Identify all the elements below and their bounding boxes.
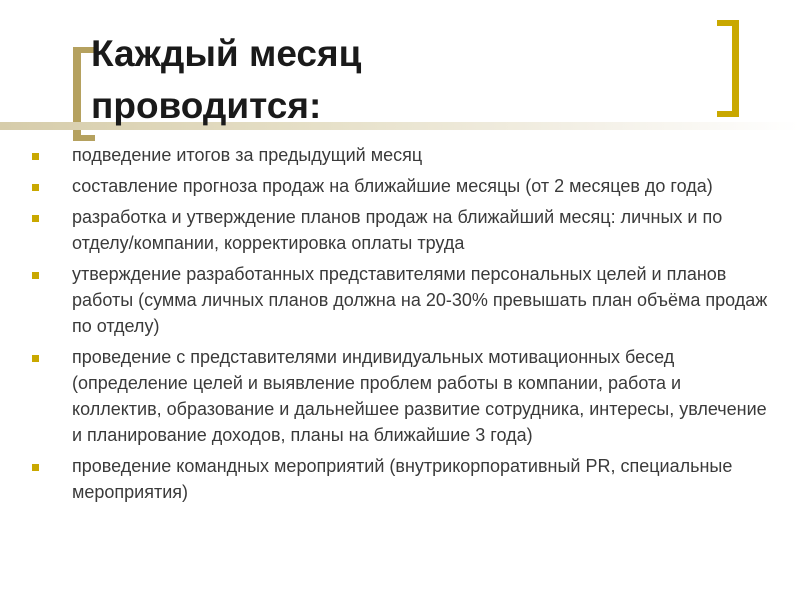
bullet-square-icon — [32, 464, 39, 471]
bullet-item — [32, 453, 772, 505]
left-bracket-bottom-decoration — [73, 135, 95, 141]
bullet-item — [32, 261, 772, 339]
bullet-text: проведение с представителями индивидуальных мотивационных бесед (определение целей и выявление проблем работы в компании, работа и коллектив, образование и дальнейшее развитие сотрудника, интересы, увлечение и планирование доходов, планы на ближайшие 3 года) — [72, 347, 767, 445]
bullet-square-icon — [32, 153, 39, 160]
bullet-square-icon — [32, 184, 39, 191]
bullet-square-icon — [32, 215, 39, 222]
right-bracket-decoration — [732, 20, 739, 117]
bullet-text: составление прогноза продаж на ближайшие месяцы (от 2 месяцев до года) — [72, 176, 713, 196]
right-bracket-top-decoration — [717, 20, 739, 26]
slide-title — [91, 28, 361, 132]
bullet-item — [32, 204, 772, 256]
bullet-list — [32, 142, 772, 510]
bullet-text: утверждение разработанных представителями персональных целей и планов работы (сумма личных планов должна на 20-30% превышать план объёма продаж по отделу) — [72, 264, 768, 336]
bullet-text: разработка и утверждение планов продаж на ближайший месяц: личных и по отделу/компании, корректировка оплаты труда — [72, 207, 723, 253]
bullet-square-icon — [32, 272, 39, 279]
slide-title-line-1: Каждый месяц — [91, 33, 362, 74]
bullet-text: подведение итогов за предыдущий месяц — [72, 145, 423, 165]
bullet-item — [32, 344, 772, 448]
bullet-item — [32, 142, 772, 168]
bullet-text: проведение командных мероприятий (внутрикорпоративный PR, специальные мероприятия) — [72, 456, 733, 502]
slide-title-line-2: проводится: — [91, 85, 322, 126]
bullet-square-icon — [32, 355, 39, 362]
right-bracket-bottom-decoration — [717, 111, 739, 117]
bullet-item — [32, 173, 772, 199]
